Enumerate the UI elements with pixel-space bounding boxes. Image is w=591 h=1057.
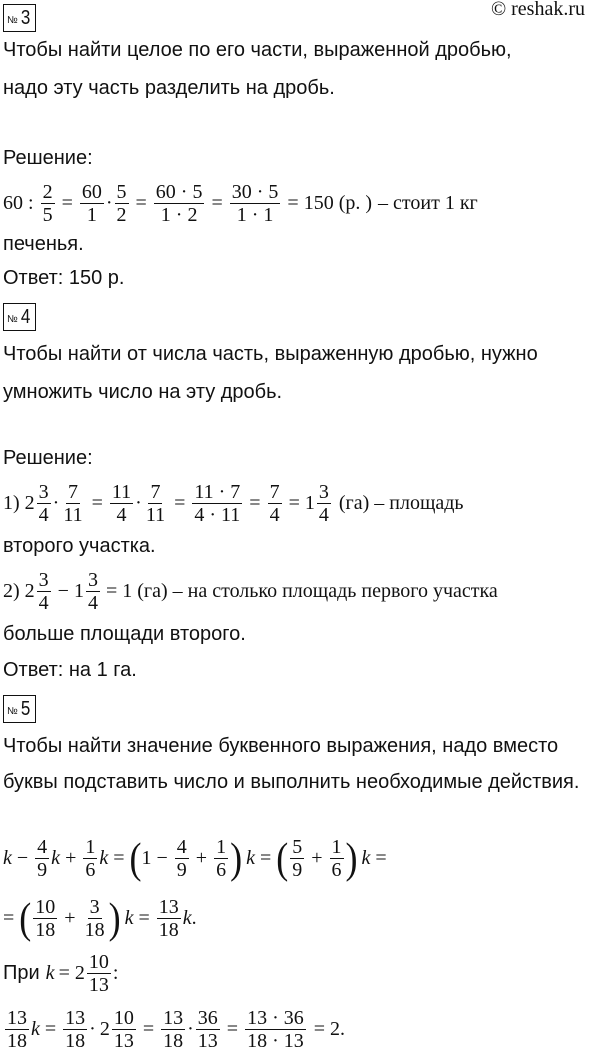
fraction: $\frac{7}{11}$ <box>145 480 166 526</box>
task-number-badge-3 <box>3 4 36 32</box>
solution-label: Решение: <box>3 147 93 169</box>
equation: 13 18 k = $\frac{13}{18}$ · 2 $\frac{10}{13}$ = $\frac{13}{18}$ · $\frac{36}{13}$ = $\frac{13 \cdot 36}{18 \cdot 13}$ = 2. <box>7 1006 346 1052</box>
term: 1 <box>73 579 84 602</box>
op: = <box>287 191 299 214</box>
equation: k − $\frac{4}{9}$ k + $\frac{1}{6}$ k = ( 1 − $\frac{4}{9}$ + $\frac{1}{6}$ ) k = ( 5 9 + $\frac{1}{6}$ ) k = <box>3 834 387 882</box>
rule-text: Чтобы найти значение буквенного выражения, надо вместо <box>3 735 559 757</box>
op: = <box>135 191 147 214</box>
fraction: $\frac{1}{6}$ <box>331 835 342 881</box>
task-number-badge-4 <box>3 303 36 331</box>
op: = <box>61 191 73 214</box>
number-sign: № <box>7 705 18 717</box>
rule-text: надо эту часть разделить на дробь. <box>3 77 335 99</box>
fraction: $\frac{7}{4}$ <box>269 480 280 526</box>
term: 2) 2 <box>3 579 35 602</box>
solution-label: Решение: <box>3 447 93 469</box>
result-text: больше площади второго. <box>3 623 246 645</box>
fraction: $\frac{3}{18}$ <box>84 895 105 941</box>
equation: 1) 2 3 4 · $\frac{7}{11}$ = $\frac{11}{4}$ · $\frac{7}{11}$ = $\frac{11 \cdot 7}{4 \cdot 11}$ = $\frac{7}{4}$ = 1 3 4 (га) – площадь <box>3 480 464 526</box>
fraction: $\frac{36}{13}$ <box>197 1006 218 1052</box>
result-text: второго участка. <box>3 535 156 557</box>
op: : <box>28 191 34 214</box>
fraction: $\frac{13}{18}$ <box>158 895 179 941</box>
term: 1 <box>304 491 315 514</box>
fraction: $\frac{7}{11}$ <box>63 480 83 526</box>
task-number: 5 <box>20 697 31 720</box>
rule-text: Чтобы найти от числа часть, выраженную дробью, нужно <box>3 343 538 365</box>
term: 60 <box>3 191 23 214</box>
fraction: $\frac{13 \cdot 36}{18 \cdot 13}$ <box>247 1006 304 1052</box>
rule-text: умножить число на эту дробь. <box>3 381 283 403</box>
number-sign: № <box>7 14 18 26</box>
fraction: 3 4 <box>38 568 49 614</box>
fraction: $\frac{60 \cdot 5}{1 \cdot 2}$ <box>155 180 203 226</box>
result-text: (га) – площадь <box>338 491 464 514</box>
term: 1) 2 <box>3 491 35 514</box>
task-number: 4 <box>20 305 31 328</box>
fraction: $\frac{4}{9}$ <box>37 835 48 881</box>
fraction: $\frac{2}{5}$ <box>42 180 53 226</box>
result-text: – стоит 1 кг <box>378 191 478 214</box>
op: · <box>105 191 113 214</box>
task-number: 3 <box>20 6 31 29</box>
fraction: $\frac{60}{1}$ <box>81 180 102 226</box>
fraction: $\frac{13}{18}$ <box>65 1006 86 1052</box>
answer: Ответ: на 1 га. <box>3 659 137 681</box>
fraction: 10 13 <box>88 950 109 996</box>
fraction: $\frac{13}{18}$ <box>163 1006 184 1052</box>
number-sign: № <box>7 313 18 325</box>
fraction: 10 18 <box>35 895 56 941</box>
fraction: $\frac{1}{6}$ <box>85 835 96 881</box>
fraction: $\frac{3}{4}$ <box>87 568 98 614</box>
fraction: $\frac{5}{2}$ <box>116 180 127 226</box>
fraction: $\frac{1}{6}$ <box>216 835 227 881</box>
equation <box>3 566 498 616</box>
op: − <box>57 579 69 602</box>
fraction: $\frac{11 \cdot 7}{4 \cdot 11}$ <box>194 480 241 526</box>
answer: Ответ: 150 р. <box>3 267 125 289</box>
equation: При k = 2 10 13 : <box>3 950 119 996</box>
fraction: 13 18 <box>7 1006 27 1052</box>
fraction: 5 9 <box>292 835 303 881</box>
fraction: $\frac{11}{4}$ <box>111 480 132 526</box>
rule-text: Чтобы найти целое по его части, выраженной дробью, <box>3 39 512 61</box>
fraction: $\frac{10}{13}$ <box>113 1006 134 1052</box>
fraction: 3 4 <box>318 480 329 526</box>
rule-text: буквы подставить число и выполнить необходимые действия. <box>3 771 580 793</box>
equation: = ( 10 18 + $\frac{3}{18}$ ) k = $\frac{13}{18}$ k . <box>3 894 197 942</box>
op: = <box>211 191 223 214</box>
fraction: 3 4 <box>38 480 49 526</box>
fraction: $\frac{4}{9}$ <box>176 835 187 881</box>
site-watermark-text: © reshak.ru <box>490 0 585 20</box>
task-number-badge-5 <box>3 695 36 723</box>
result: 150 (р. ) <box>303 191 373 214</box>
equation <box>3 178 478 228</box>
result-text: печенья. <box>3 233 84 255</box>
result-text: = 1 (га) – на столько площадь первого участка <box>105 579 498 602</box>
fraction: $\frac{30 \cdot 5}{1 \cdot 1}$ <box>231 180 279 226</box>
